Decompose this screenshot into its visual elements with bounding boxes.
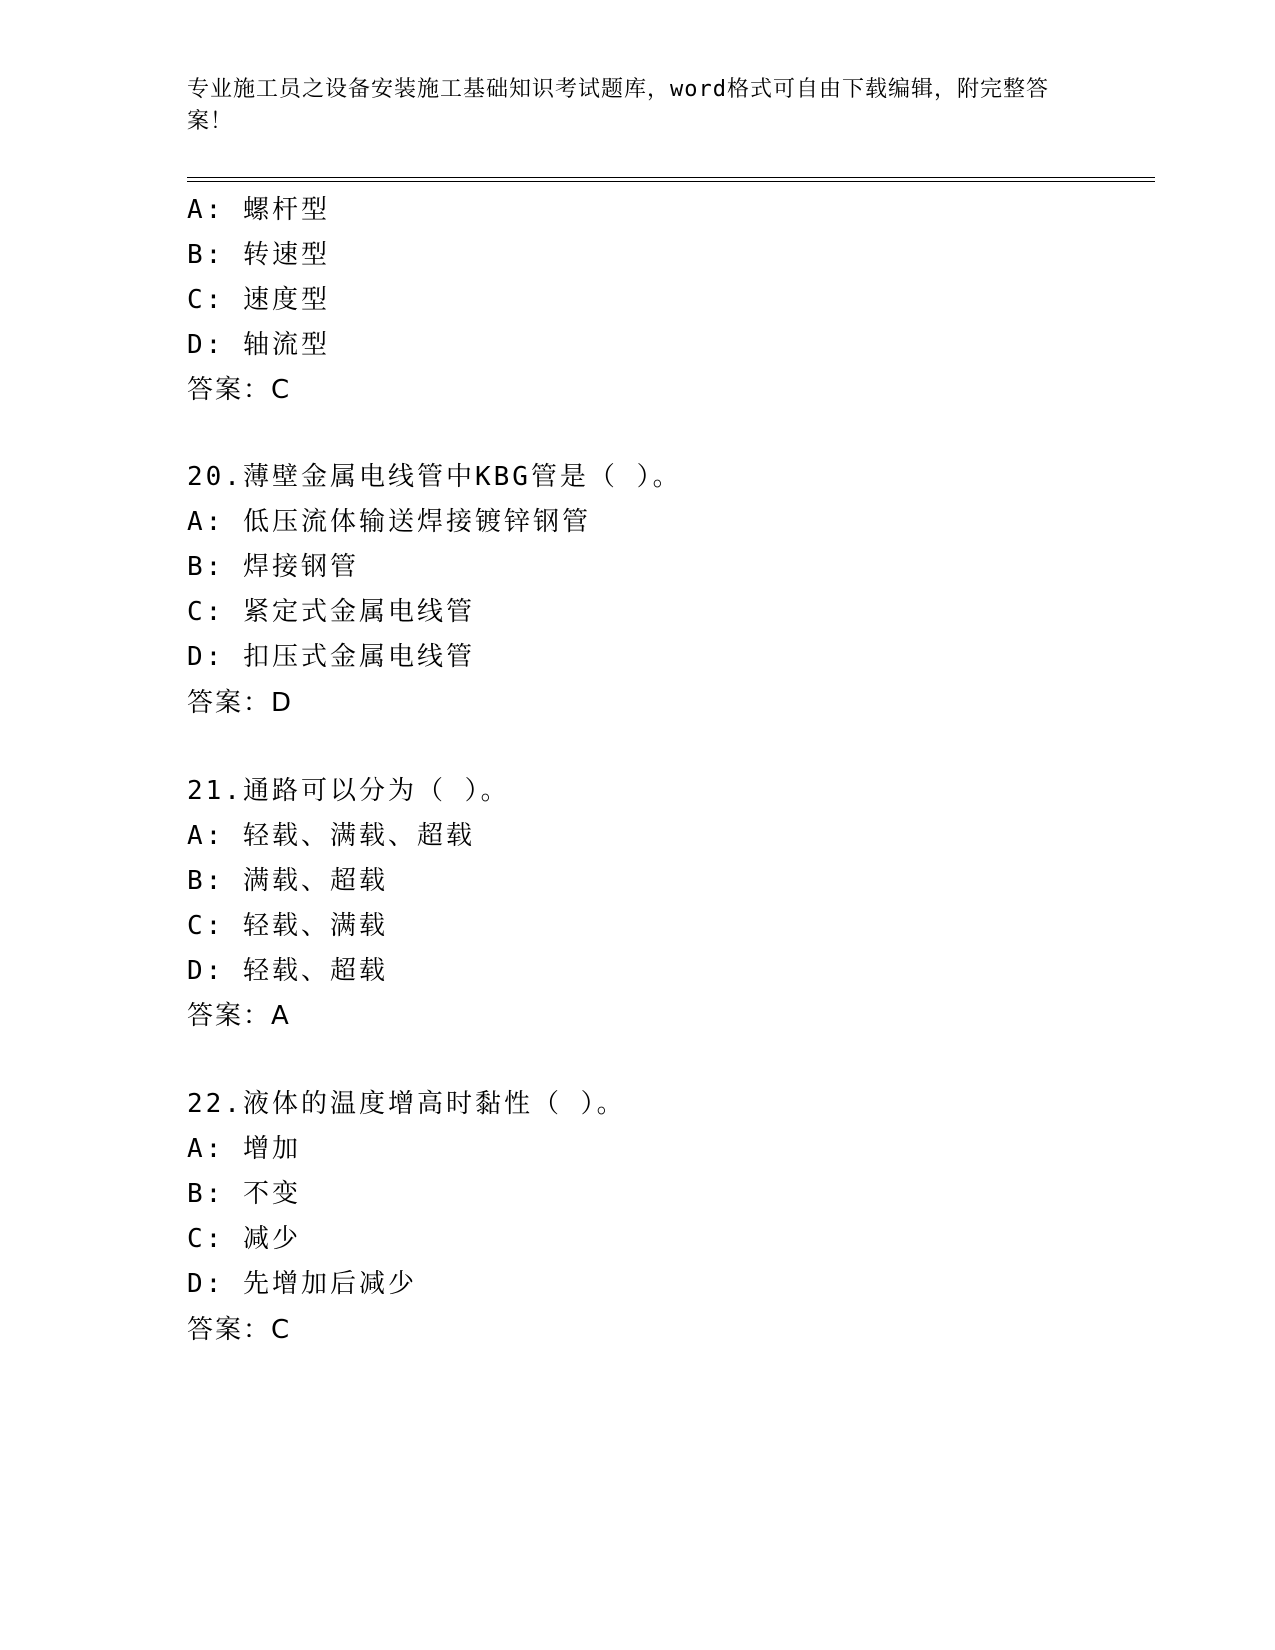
option-a: A: 轻载、满载、超载 (187, 821, 475, 851)
question-stem: 22.液体的温度增高时黏性（ ）。 (187, 1089, 626, 1119)
header-divider-top (187, 177, 1155, 178)
option-c: C: 减少 (187, 1224, 301, 1254)
option-b: B: 满载、超载 (187, 866, 388, 896)
answer: 答案：C (187, 375, 292, 405)
answer: 答案：C (187, 1315, 292, 1345)
option-d: D: 轴流型 (187, 330, 330, 360)
option-b: B: 不变 (187, 1179, 301, 1209)
header-divider-bottom (187, 181, 1155, 182)
option-b: B: 转速型 (187, 240, 330, 270)
question-stem: 20.薄壁金属电线管中KBG管是（ ）。 (187, 462, 682, 492)
option-d: D: 先增加后减少 (187, 1269, 417, 1299)
answer: 答案：A (187, 1001, 291, 1031)
option-b: B: 焊接钢管 (187, 552, 359, 582)
option-a: A: 增加 (187, 1134, 301, 1164)
question-stem: 21.通路可以分为（ ）。 (187, 776, 510, 806)
option-c: C: 紧定式金属电线管 (187, 597, 475, 627)
option-d: D: 扣压式金属电线管 (187, 642, 475, 672)
option-c: C: 速度型 (187, 285, 330, 315)
option-a: A: 螺杆型 (187, 195, 330, 225)
option-a: A: 低压流体输送焊接镀锌钢管 (187, 507, 591, 537)
option-c: C: 轻载、满载 (187, 911, 388, 941)
answer: 答案：D (187, 688, 294, 718)
option-d: D: 轻载、超载 (187, 956, 388, 986)
document-header: 专业施工员之设备安装施工基础知识考试题库，word格式可自由下载编辑，附完整答案！ (187, 77, 1049, 134)
